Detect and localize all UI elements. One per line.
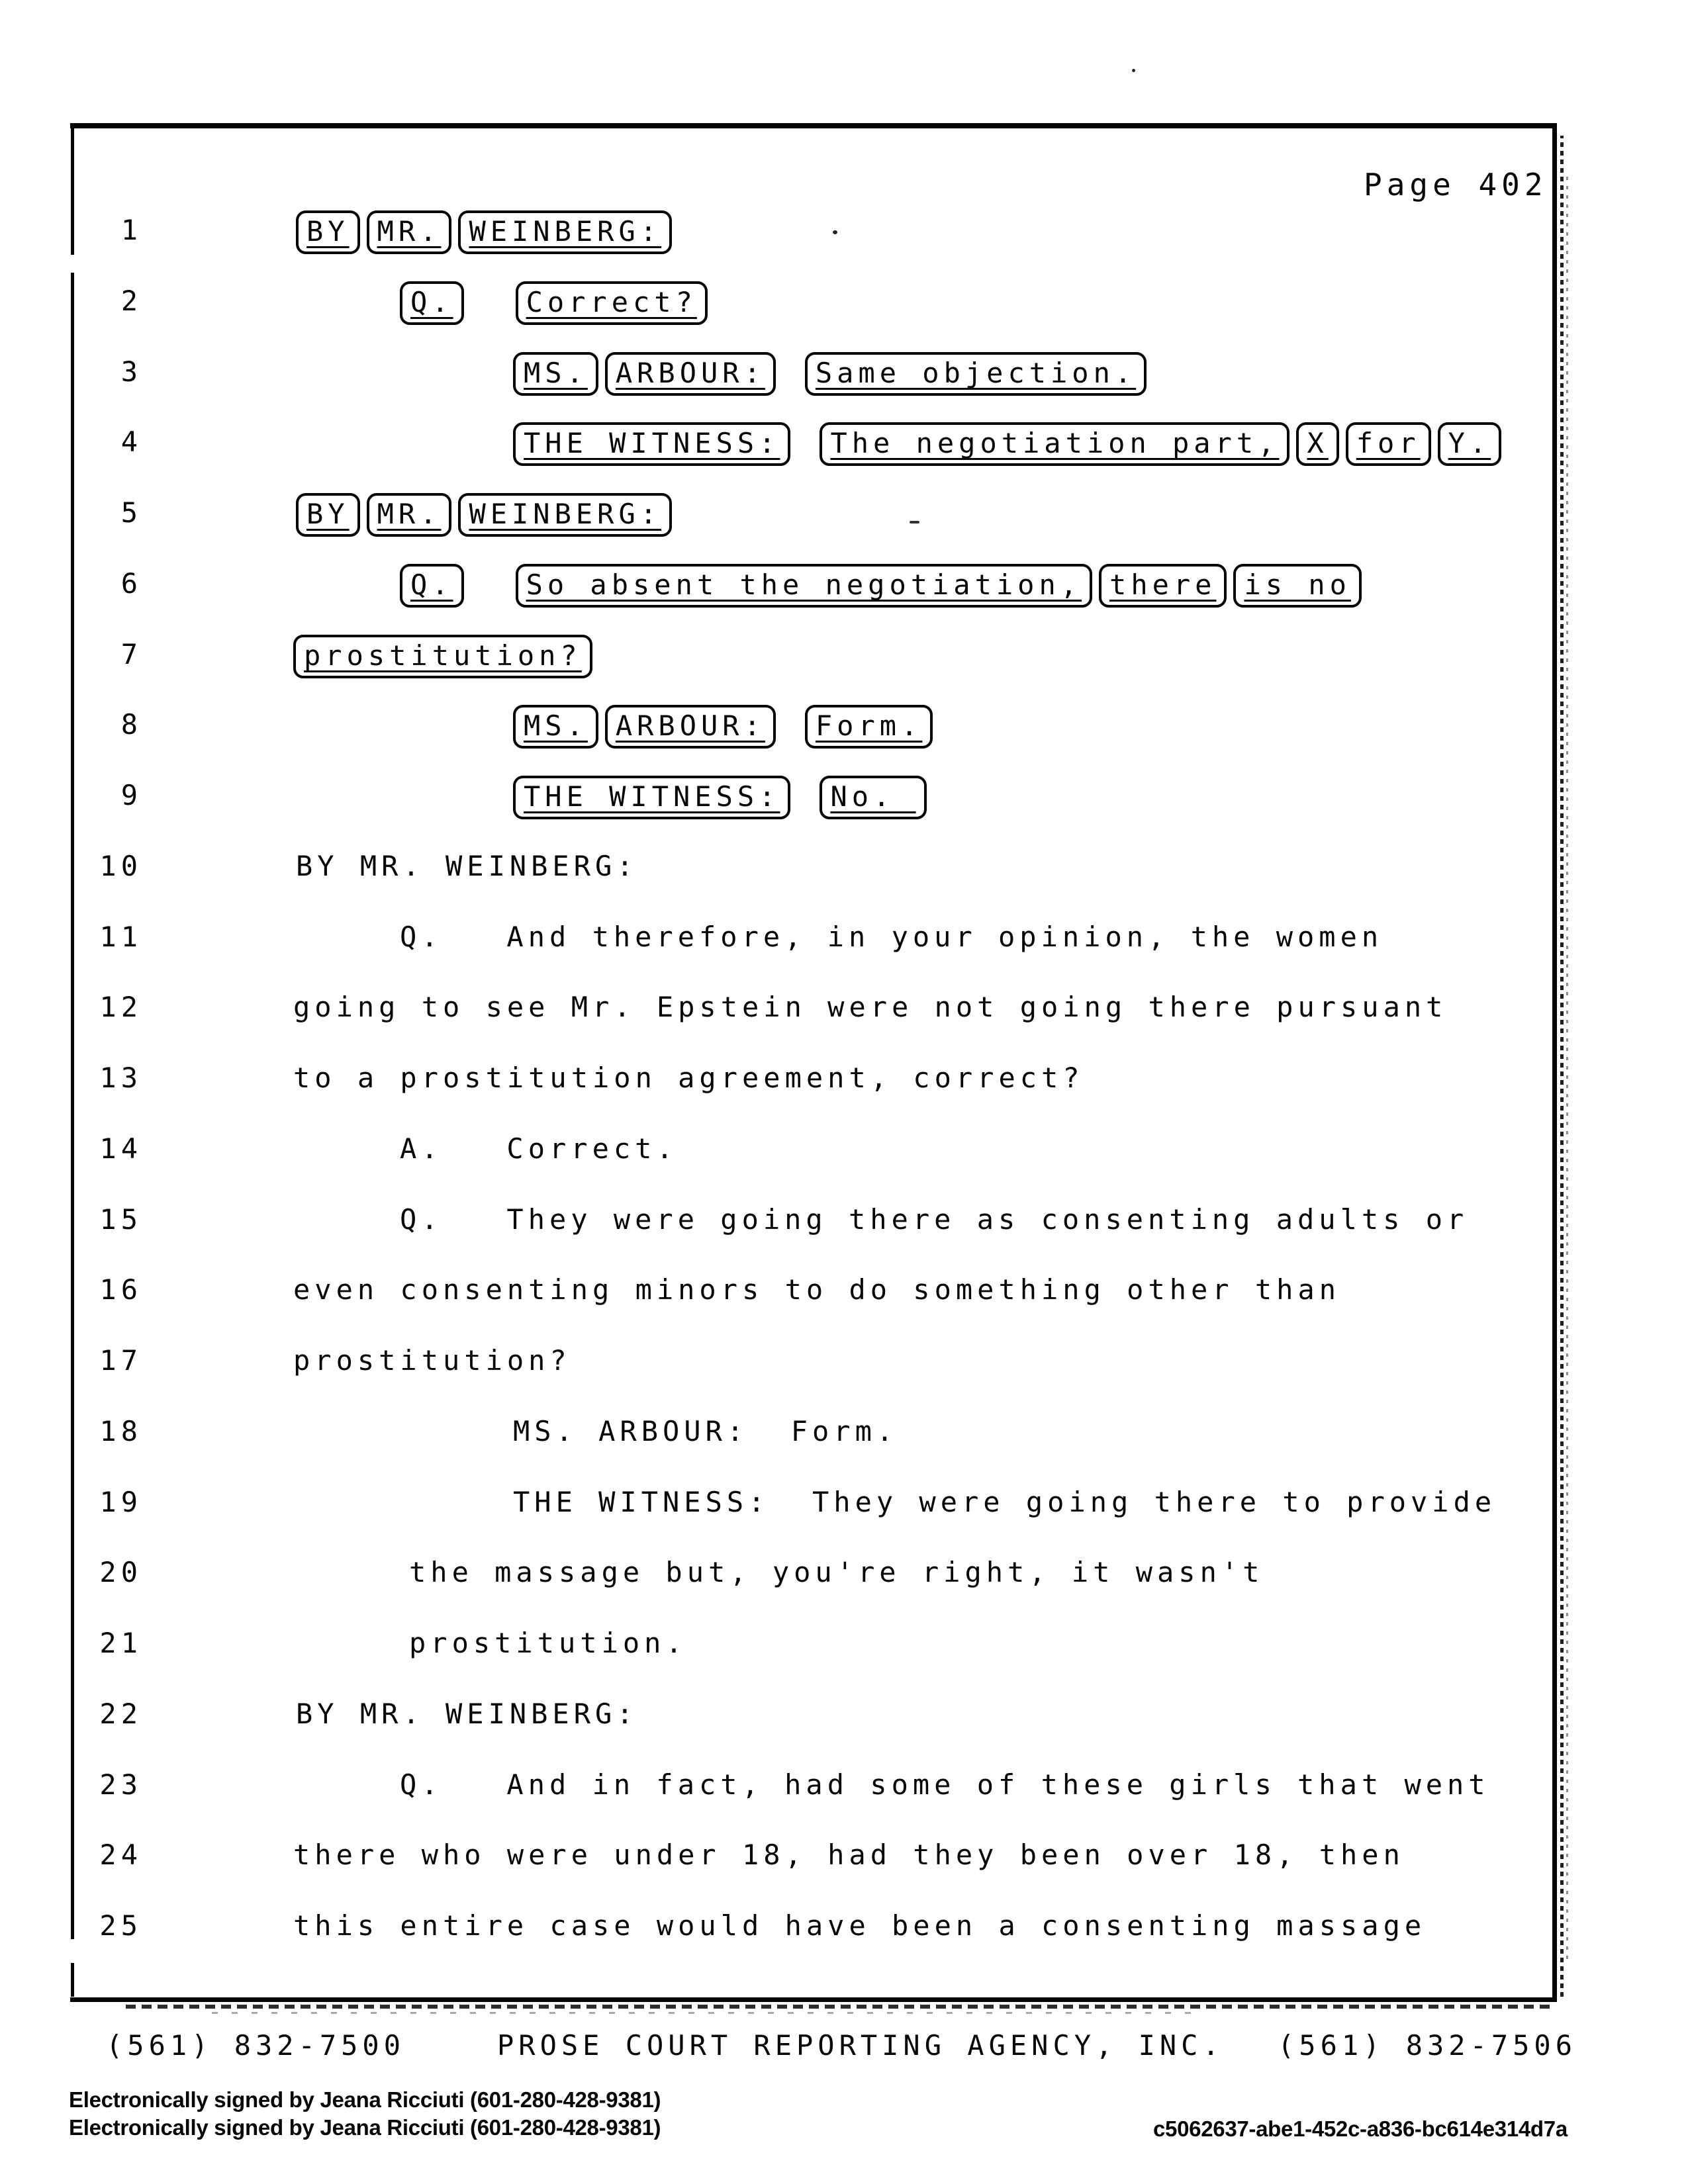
boxed-word: ARBOUR: <box>605 352 776 396</box>
line-text: prostitution. <box>409 1627 687 1659</box>
line-number: 1 <box>120 214 142 246</box>
footer-agency-name: PROSE COURT REPORTING AGENCY, INC. <box>497 2029 1224 2062</box>
line-number: 3 <box>120 355 142 388</box>
line-text: BY MR. WEINBERG: <box>296 1698 638 1730</box>
document-id: c5062637-abe1-452c-a836-bc614e314d7a <box>1153 2116 1568 2141</box>
footer-phone-right: (561) 832-7506 <box>1278 2029 1577 2062</box>
boxed-word: Y. <box>1438 422 1502 466</box>
line-text: Q. They were going there as consenting adults or <box>400 1203 1469 1236</box>
boxed-word: MS. <box>513 705 598 749</box>
line-number: 17 <box>99 1344 142 1377</box>
line-number: 10 <box>99 850 142 882</box>
line-number: 5 <box>120 496 142 529</box>
footer <box>0 2029 1688 2066</box>
line-text-boxed <box>293 633 592 678</box>
transcript-line <box>0 844 1602 891</box>
line-number: 11 <box>99 921 142 953</box>
boxed-word: Form. <box>805 705 933 749</box>
transcript-line <box>0 1763 1602 1809</box>
line-number: 6 <box>120 567 142 600</box>
line-text: MS. ARBOUR: Form. <box>513 1415 898 1447</box>
boxed-word: BY <box>296 210 360 254</box>
line-text: going to see Mr. Epstein were not going there pursuant <box>293 991 1448 1023</box>
line-number: 23 <box>99 1768 142 1801</box>
boxed-word: BY <box>296 493 360 537</box>
transcript-line <box>0 985 1602 1032</box>
transcript-line <box>0 703 1602 749</box>
boxed-word: Q. <box>400 281 464 325</box>
line-text-boxed <box>296 208 672 254</box>
scan-speck <box>1132 69 1135 72</box>
line-number: 15 <box>99 1203 142 1236</box>
line-number: 14 <box>99 1132 142 1165</box>
transcript-line <box>0 420 1602 467</box>
transcript-line <box>0 915 1602 962</box>
transcript-line <box>0 279 1602 326</box>
boxed-word: is no <box>1233 564 1361 608</box>
line-number: 16 <box>99 1273 142 1306</box>
boxed-word: THE WITNESS: <box>513 776 790 819</box>
scan-noise-line <box>212 2012 1205 2014</box>
line-number: 21 <box>99 1627 142 1659</box>
signature-line-2: Electronically signed by Jeana Ricciuti (601-280-428-9381) <box>69 2115 661 2140</box>
line-text-boxed <box>513 350 1147 396</box>
line-text: the massage but, you're right, it wasn't <box>409 1556 1264 1588</box>
line-text: Q. And in fact, had some of these girls that went <box>400 1768 1490 1801</box>
transcript-line <box>0 1339 1602 1385</box>
line-text-boxed <box>296 491 672 537</box>
boxed-word: WEINBERG: <box>458 493 672 537</box>
line-text: BY MR. WEINBERG: <box>296 850 638 882</box>
line-number: 4 <box>120 426 142 458</box>
boxed-word: there <box>1099 564 1227 608</box>
line-number: 12 <box>99 991 142 1023</box>
transcript-line <box>0 1127 1602 1173</box>
page-border-left-segment <box>71 1963 74 1997</box>
line-text-boxed <box>513 703 933 749</box>
transcript-line <box>0 1410 1602 1456</box>
boxed-word: X <box>1296 422 1338 466</box>
line-number: 24 <box>99 1839 142 1871</box>
footer-phone-left: (561) 832-7500 <box>106 2029 406 2062</box>
transcript-line <box>0 1621 1602 1668</box>
line-text-boxed <box>513 420 1501 466</box>
boxed-word: Same objection. <box>805 352 1147 396</box>
boxed-word: Correct? <box>516 281 708 325</box>
line-number: 18 <box>99 1415 142 1447</box>
line-text-boxed <box>400 562 1362 608</box>
line-text-boxed <box>400 279 708 325</box>
signature-line-1: Electronically signed by Jeana Ricciuti (601-280-428-9381) <box>69 2087 661 2112</box>
line-number: 19 <box>99 1486 142 1518</box>
boxed-word: THE WITNESS: <box>513 422 790 466</box>
transcript-line <box>0 1056 1602 1103</box>
boxed-word: MS. <box>513 352 598 396</box>
line-text: THE WITNESS: They were going there to provide <box>513 1486 1497 1518</box>
boxed-word: MR. <box>367 210 452 254</box>
line-number: 25 <box>99 1909 142 1942</box>
boxed-word: ARBOUR: <box>605 705 776 749</box>
line-text: this entire case would have been a consenting massage <box>293 1909 1427 1942</box>
line-number: 7 <box>120 638 142 670</box>
transcript-line <box>0 1692 1602 1739</box>
boxed-word: Q. <box>400 564 464 608</box>
line-text: even consenting minors to do something other than <box>293 1273 1341 1306</box>
line-text: to a prostitution agreement, correct? <box>293 1062 1084 1094</box>
line-text: Q. And therefore, in your opinion, the women <box>400 921 1383 953</box>
line-number: 2 <box>120 285 142 317</box>
line-number: 13 <box>99 1062 142 1094</box>
transcript-line <box>0 1551 1602 1597</box>
line-number: 22 <box>99 1698 142 1730</box>
boxed-word: WEINBERG: <box>458 210 672 254</box>
transcript-line <box>0 350 1602 396</box>
line-text: A. Correct. <box>400 1132 678 1165</box>
boxed-word: MR. <box>367 493 452 537</box>
line-number: 9 <box>120 779 142 811</box>
line-number: 20 <box>99 1556 142 1588</box>
transcript-line <box>0 1480 1602 1527</box>
page-number-label: Page 402 <box>1364 167 1548 203</box>
boxed-word: The negotiation part, <box>820 422 1289 466</box>
transcript-line <box>0 633 1602 679</box>
transcript-line <box>0 562 1602 608</box>
line-number: 8 <box>120 708 142 741</box>
transcript-line <box>0 491 1602 537</box>
boxed-word: prostitution? <box>293 635 592 678</box>
transcript-line <box>0 1833 1602 1880</box>
scan-noise-line <box>126 2005 1556 2009</box>
boxed-word: No._ <box>820 776 926 819</box>
line-text: there who were under 18, had they been over 18, then <box>293 1839 1405 1871</box>
line-text: prostitution? <box>293 1344 571 1377</box>
line-text-boxed <box>513 774 927 819</box>
boxed-word: for <box>1346 422 1431 466</box>
transcript-line <box>0 774 1602 820</box>
boxed-word: So absent the negotiation, <box>516 564 1092 608</box>
transcript-line <box>0 1904 1602 1950</box>
transcript-line <box>0 208 1602 255</box>
transcript-line <box>0 1198 1602 1244</box>
transcript-line <box>0 1268 1602 1314</box>
